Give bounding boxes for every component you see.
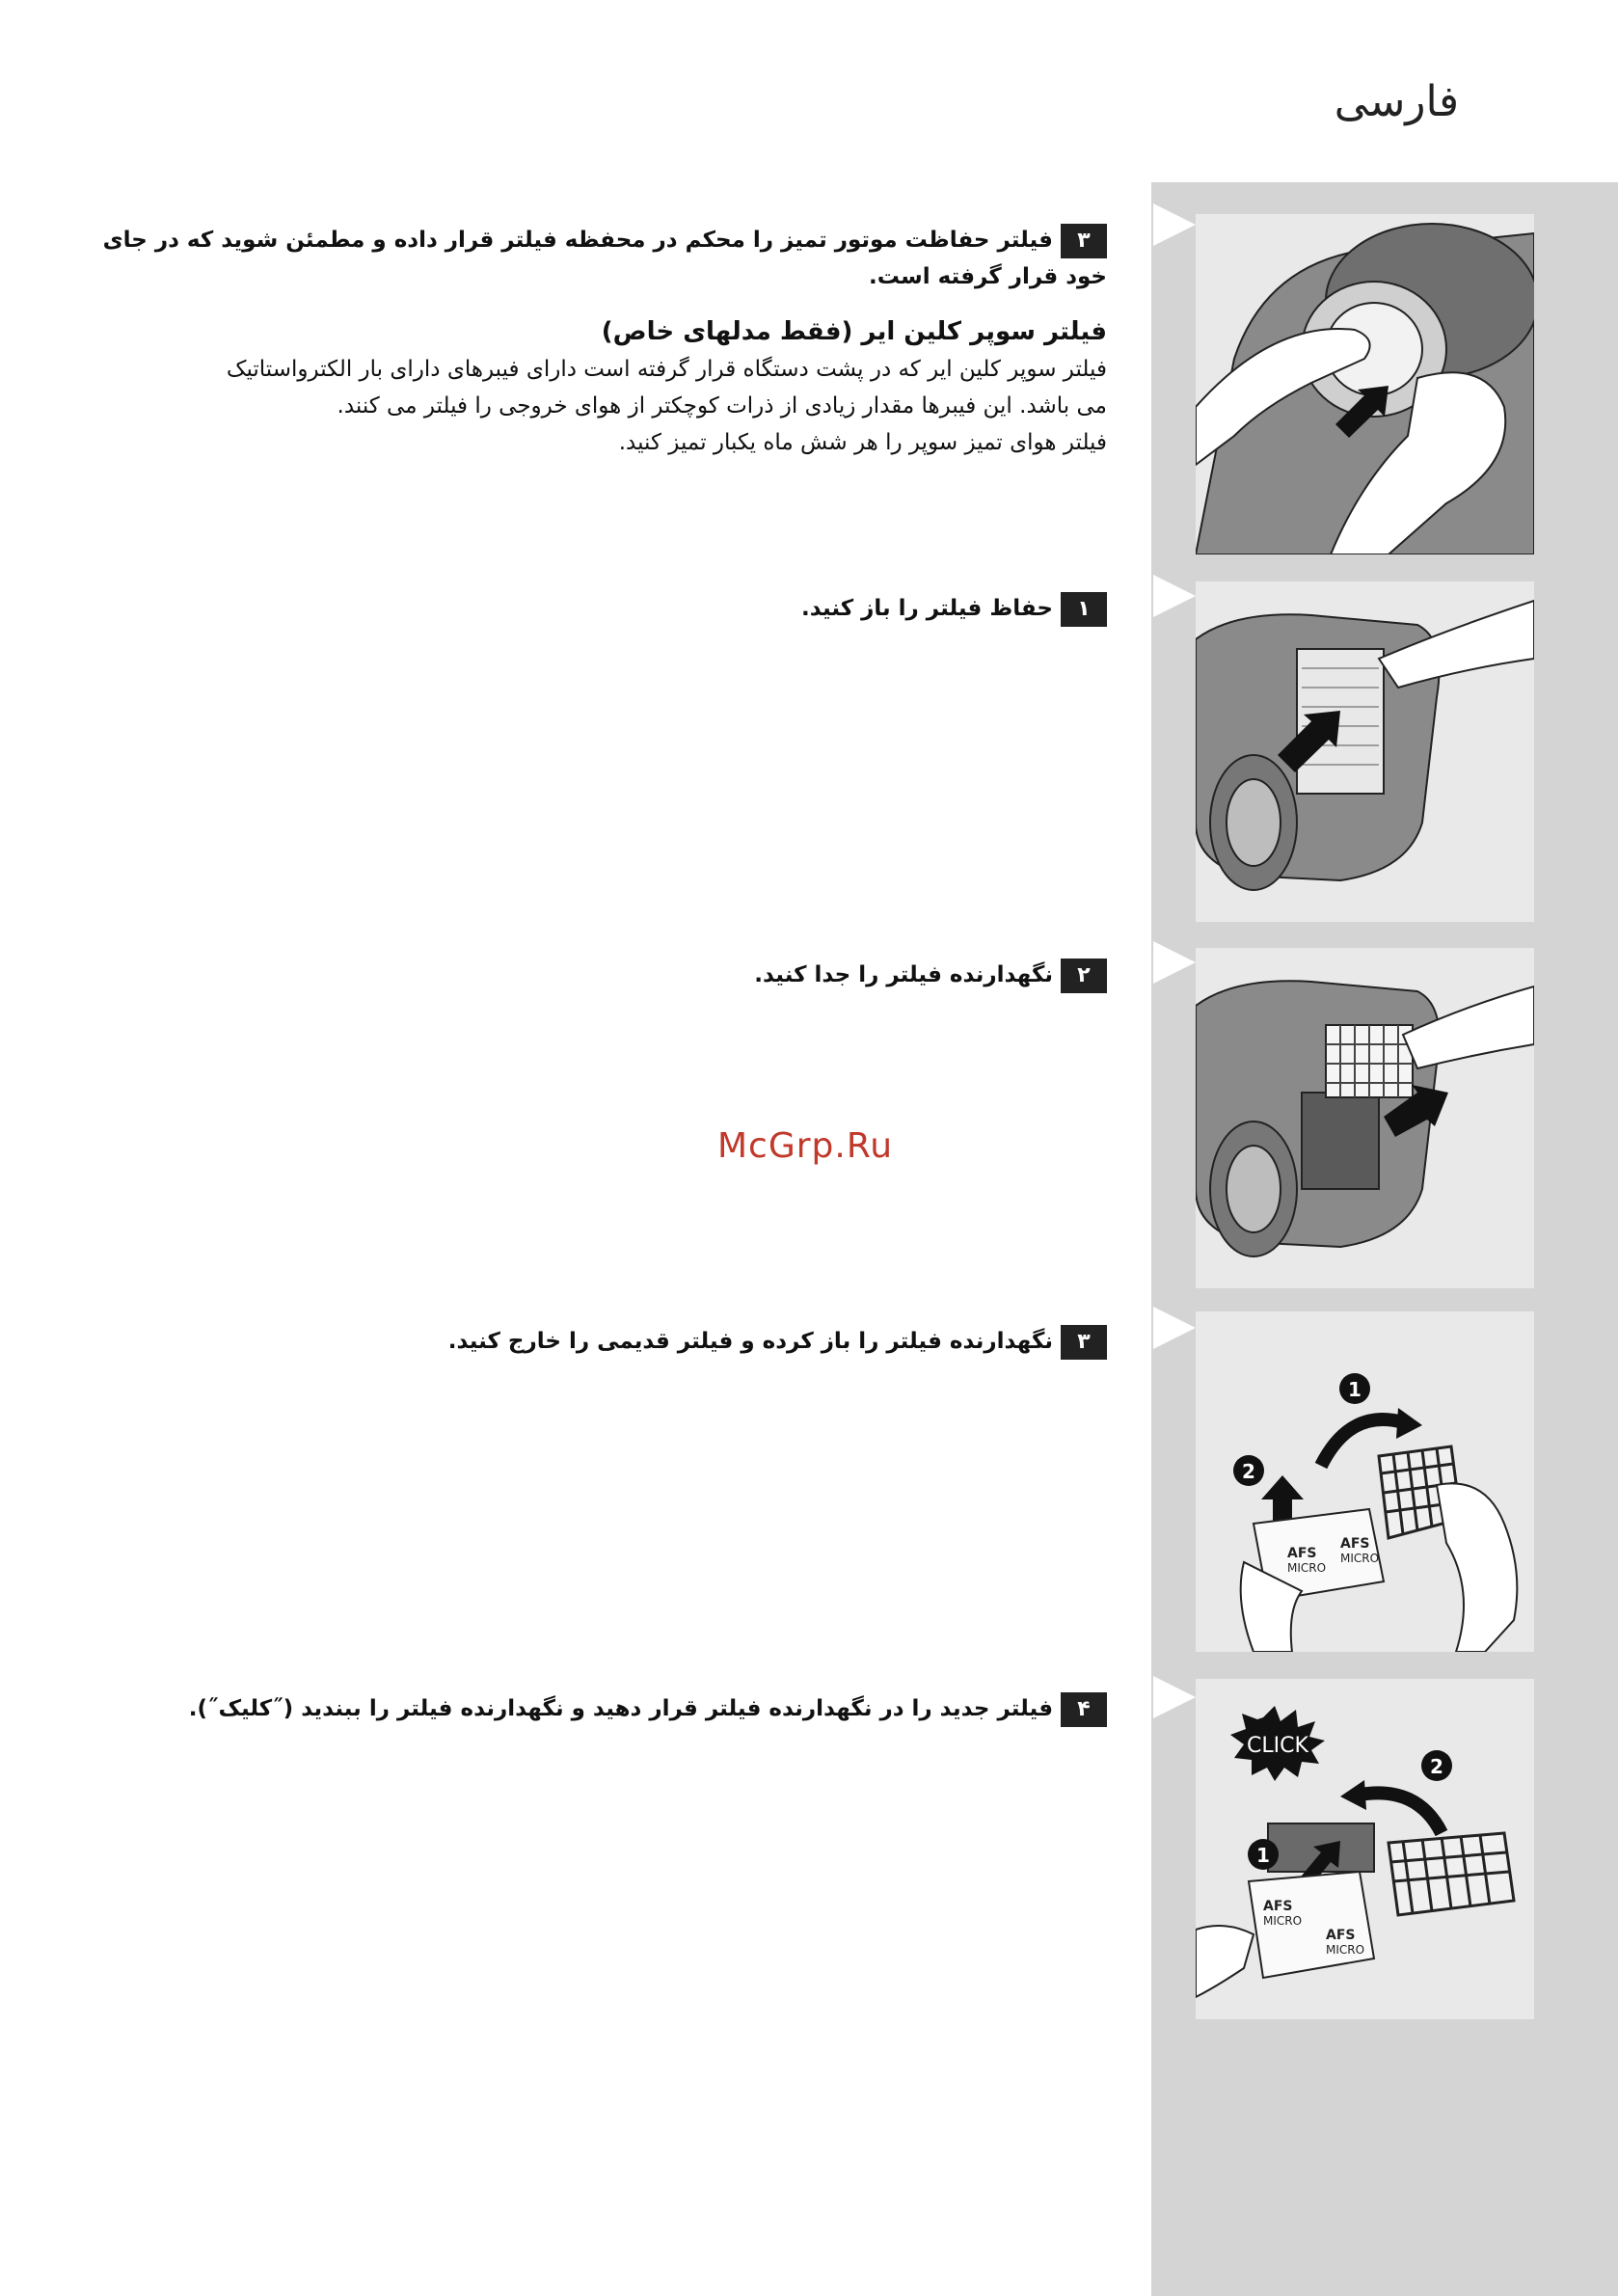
micro-label: MICRO — [1263, 1914, 1303, 1928]
step-number: ۳ — [1061, 224, 1107, 258]
step-instruction — [85, 1690, 1107, 1727]
micro-label: MICRO — [1287, 1561, 1327, 1575]
micro-label: MICRO — [1326, 1943, 1365, 1957]
click-label: CLICK — [1247, 1734, 1308, 1758]
step-block — [85, 1323, 1107, 1360]
panel-pointer — [1153, 1676, 1196, 1718]
step-block — [85, 222, 1107, 461]
afs-label: AFS — [1326, 1928, 1356, 1943]
step-block — [85, 590, 1107, 627]
step-instruction — [85, 957, 1107, 993]
step-number: ۴ — [1061, 1692, 1107, 1727]
illustration-insert-new-filter — [1196, 1679, 1534, 2019]
illustration-remove-old-filter — [1196, 1311, 1534, 1652]
afs-label: AFS — [1340, 1536, 1370, 1552]
panel-pointer — [1153, 203, 1196, 246]
illustration-insert-motor-filter — [1196, 214, 1534, 554]
step-text: فیلتر حفاظت موتور تمیز را محکم در محفظه فیلتر قرار داده و مطمئن شوید که در جای خود قرار گرفته است. — [102, 228, 1107, 289]
step-instruction — [85, 222, 1107, 295]
step-instruction — [85, 590, 1107, 627]
panel-pointer — [1153, 575, 1196, 617]
section-paragraph-line: فیلتر هوای تمیز سوپر را هر شش ماه یکبار تمیز کنید. — [618, 430, 1107, 455]
step-instruction — [85, 1323, 1107, 1360]
illustration-open-filter-guard — [1196, 581, 1534, 922]
page-language-label: فارسی — [1334, 77, 1459, 126]
afs-label: AFS — [1287, 1546, 1317, 1561]
section-paragraph-line: می باشد. این فیبرها مقدار زیادی از ذرات کوچکتر از هوای خروجی را فیلتر می کنند. — [337, 393, 1107, 419]
step-text: حفاظ فیلتر را باز کنید. — [800, 596, 1053, 621]
step-block — [85, 957, 1107, 993]
micro-label: MICRO — [1340, 1552, 1380, 1565]
step-text: نگهدارنده فیلتر را باز کرده و فیلتر قدیمی را خارج کنید. — [447, 1329, 1053, 1354]
step-number: ۱ — [1061, 592, 1107, 627]
illustration-detach-filter-holder — [1196, 948, 1534, 1288]
afs-label: AFS — [1263, 1899, 1293, 1914]
step-text: فیلتر جدید را در نگهدارنده فیلتر قرار دهید و نگهدارنده فیلتر را ببندید (˝کلیک˝). — [188, 1696, 1053, 1721]
step-one-marker: 1 — [1256, 1844, 1270, 1867]
section-heading: فیلتر سوپر کلین ایر (فقط مدلهای خاص) — [601, 317, 1107, 346]
step-text: نگهدارنده فیلتر را جدا کنید. — [754, 962, 1053, 987]
watermark: McGrp.Ru — [717, 1126, 894, 1166]
step-one-marker: 1 — [1348, 1378, 1362, 1401]
panel-pointer — [1153, 1307, 1196, 1349]
section-paragraph-line: فیلتر سوپر کلین ایر که در پشت دستگاه قرار گرفته است دارای فیبرهای دارای بار الکترواستاتیک — [226, 357, 1107, 382]
step-number: ۳ — [1061, 1325, 1107, 1360]
panel-pointer — [1153, 941, 1196, 984]
step-block — [85, 1690, 1107, 1727]
step-two-marker: 2 — [1242, 1460, 1255, 1483]
step-number: ۲ — [1061, 959, 1107, 993]
step-two-marker: 2 — [1430, 1755, 1443, 1778]
